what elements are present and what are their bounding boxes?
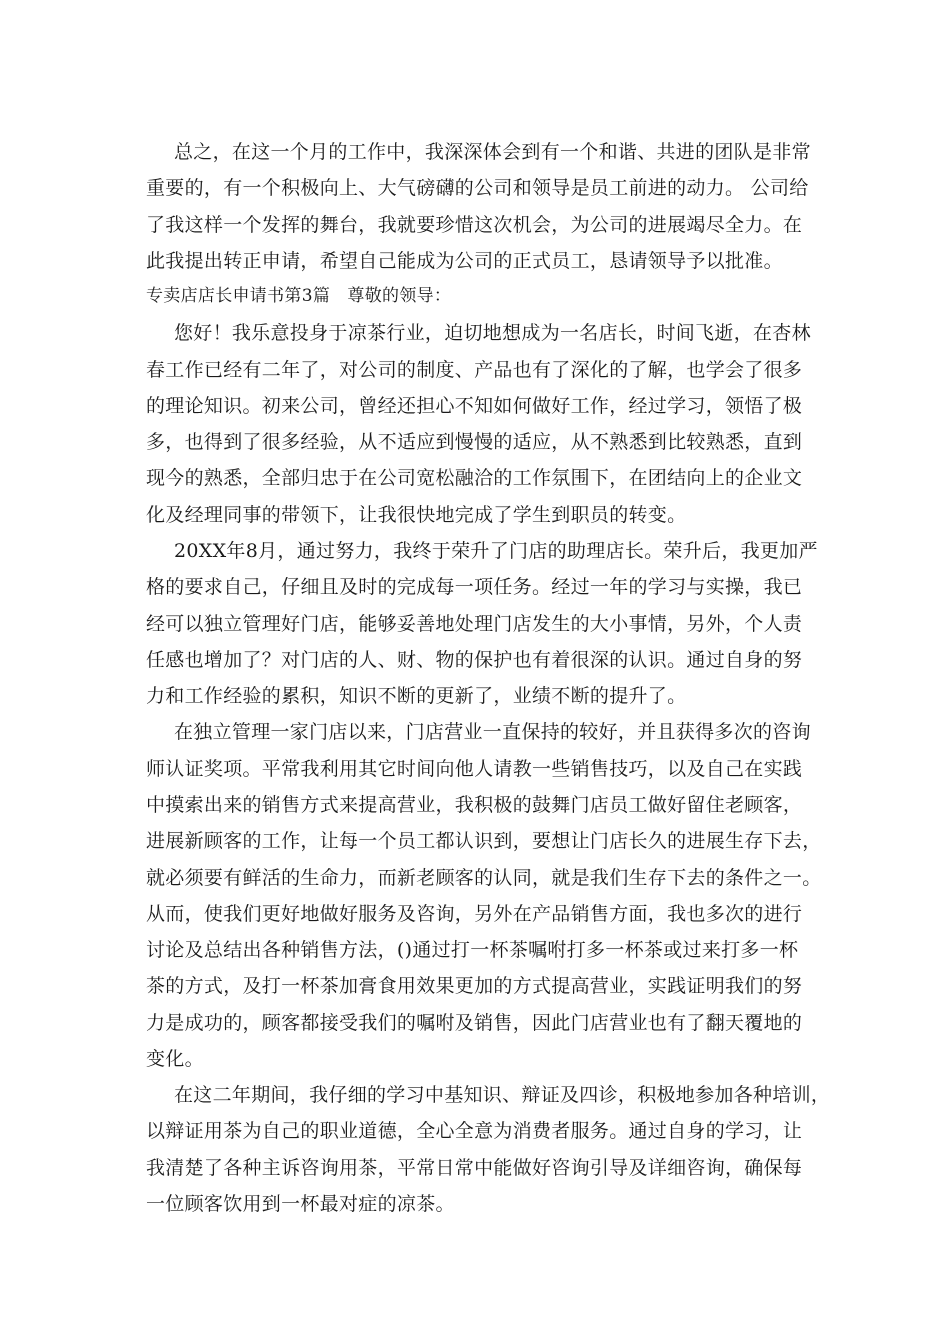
text-line: 重要的，有一个积极向上、大气磅礴的公司和领导是员工前进的动力。 公司给 bbox=[146, 177, 809, 199]
text-line: 您好！我乐意投身于凉茶行业，迫切地想成为一名店长，时间飞逝，在杏林 bbox=[174, 322, 811, 344]
text-line: 的理论知识。初来公司，曾经还担心不知如何做好工作，经过学习，领悟了极 bbox=[146, 395, 803, 417]
text-line: 就必须要有鲜活的生命力，而新老顾客的认同，就是我们生存下去的条件之一。 bbox=[146, 867, 822, 889]
text-line: 现今的熟悉，全部归忠于在公司宽松融洽的工作氛围下，在团结向上的企业文 bbox=[146, 467, 803, 489]
text-line: 我清楚了各种主诉咨询用茶，平常日常中能做好咨询引导及详细咨询，确保每 bbox=[146, 1157, 803, 1179]
text-line: 以辩证用茶为自己的职业道德，全心全意为消费者服务。通过自身的学习，让 bbox=[146, 1120, 803, 1142]
text-line: 师认证奖项。平常我利用其它时间向他人请教一些销售技巧，以及自己在实践 bbox=[146, 758, 803, 780]
text-line: 力是成功的，顾客都接受我们的嘱咐及销售，因此门店营业也有了翻天覆地的 bbox=[146, 1012, 803, 1034]
text-line: 茶的方式，及打一杯茶加膏食用效果更加的方式提高营业，实践证明我们的努 bbox=[146, 975, 803, 997]
text-line: 多，也得到了很多经验，从不适应到慢慢的适应，从不熟悉到比较熟悉，直到 bbox=[146, 431, 803, 453]
text-line: 讨论及总结出各种销售方法，()通过打一杯茶嘱咐打多一杯茶或过来打多一杯 bbox=[146, 939, 799, 961]
text-line: 进展新顾客的工作，让每一个员工都认识到，要想让门店长久的进展生存下去， bbox=[146, 830, 822, 852]
text-line: 春工作已经有二年了，对公司的制度、产品也有了深化的了解，也学会了很多 bbox=[146, 359, 803, 381]
text-line: 从而，使我们更好地做好服务及咨询，另外在产品销售方面，我也多次的进行 bbox=[146, 903, 803, 925]
text-line: 在这二年期间，我仔细的学习中基知识、辩证及四诊，积极地参加各种培训， bbox=[174, 1084, 831, 1106]
text-line: 化及经理同事的带领下，让我很快地完成了学生到职员的转变。 bbox=[146, 504, 687, 526]
text-line: 力和工作经验的累积，知识不断的更新了，业绩不断的提升了。 bbox=[146, 685, 687, 707]
text-line: 了我这样一个发挥的舞台，我就要珍惜这次机会，为公司的进展竭尽全力。在 bbox=[146, 214, 803, 236]
section-heading: 专卖店店长申请书第3篇 尊敬的领导： bbox=[146, 286, 452, 306]
text-line: 总之，在这一个月的工作中，我深深体会到有一个和谐、共进的团队是非常 bbox=[174, 141, 811, 163]
text-line: 经可以独立管理好门店，能够妥善地处理门店发生的大小事情，另外，个人责 bbox=[146, 613, 803, 635]
text-line: 一位顾客饮用到一杯最对症的凉茶。 bbox=[146, 1193, 455, 1215]
text-line: 中摸索出来的销售方式来提高营业，我积极的鼓舞门店员工做好留住老顾客， bbox=[146, 794, 803, 816]
text-line: 格的要求自己，仔细且及时的完成每一项任务。经过一年的学习与实操，我已 bbox=[146, 576, 803, 598]
text-line: 变化。 bbox=[146, 1048, 204, 1070]
text-line: 任感也增加了？对门店的人、财、物的保护也有着很深的认识。通过自身的努 bbox=[146, 649, 803, 671]
text-line: 20XX年8月，通过努力，我终于荣升了门店的助理店长。荣升后，我更加严 bbox=[174, 540, 818, 562]
text-line: 在独立管理一家门店以来，门店营业一直保持的较好，并且获得多次的咨询 bbox=[174, 721, 811, 743]
text-line: 此我提出转正申请，希望自己能成为公司的正式员工，恳请领导予以批准。 bbox=[146, 250, 783, 272]
